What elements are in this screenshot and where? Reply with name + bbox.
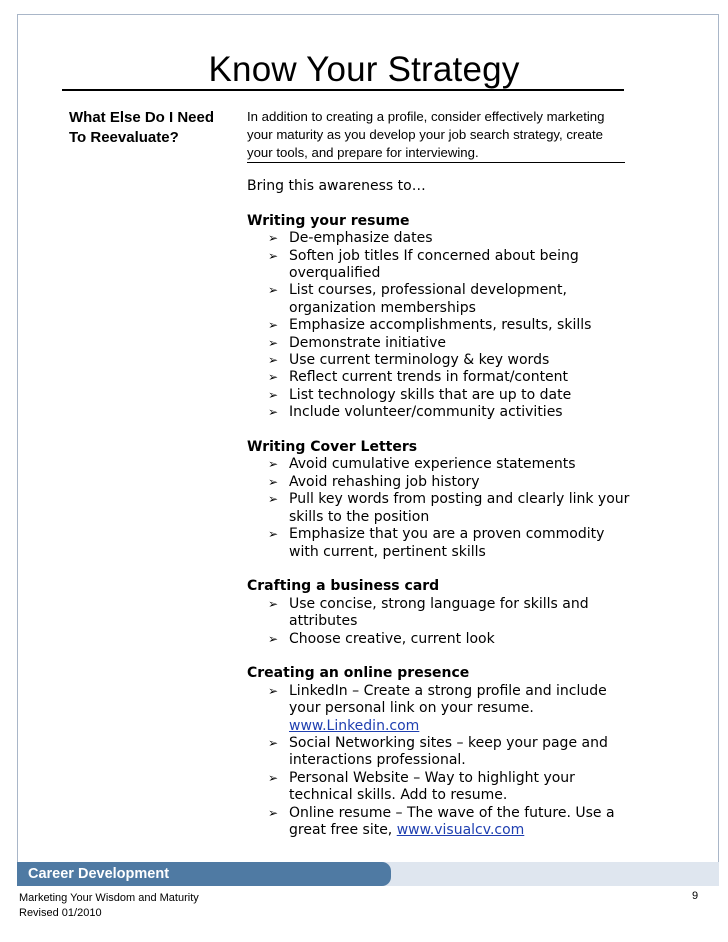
arrow-bullet-icon: ➢ bbox=[268, 683, 279, 698]
list-item bbox=[247, 352, 637, 369]
list-item-text: Avoid cumulative experience statements bbox=[289, 456, 576, 473]
list-item bbox=[247, 456, 637, 473]
page-title: Know Your Strategy bbox=[208, 50, 520, 89]
section bbox=[247, 439, 637, 561]
footer-band-label: Career Development bbox=[28, 866, 170, 882]
arrow-bullet-icon: ➢ bbox=[268, 492, 279, 507]
section-title: Writing your resume bbox=[247, 212, 410, 229]
bullet-list bbox=[247, 596, 637, 648]
list-item bbox=[247, 317, 637, 334]
arrow-bullet-icon: ➢ bbox=[268, 457, 279, 472]
list-item-text: Choose creative, current look bbox=[289, 630, 495, 647]
arrow-bullet-icon: ➢ bbox=[268, 805, 279, 820]
sections-container bbox=[247, 213, 637, 840]
section bbox=[247, 213, 637, 422]
arrow-bullet-icon: ➢ bbox=[268, 405, 279, 420]
list-item bbox=[247, 596, 637, 631]
list-item-text: Personal Website – Way to highlight your technical skills. Add to resume. bbox=[289, 769, 575, 804]
page-number: 9 bbox=[692, 890, 699, 902]
section bbox=[247, 665, 637, 839]
list-item bbox=[247, 474, 637, 491]
bullet-list bbox=[247, 683, 637, 840]
list-item-text: Use concise, strong language for skills and attributes bbox=[289, 595, 589, 630]
list-item bbox=[247, 491, 637, 526]
list-item-text: Online resume – The wave of the future. Use a great free site, bbox=[289, 804, 615, 838]
list-item bbox=[247, 631, 637, 648]
footer-document-title: Marketing Your Wisdom and Maturity bbox=[19, 892, 199, 904]
arrow-bullet-icon: ➢ bbox=[268, 248, 279, 263]
arrow-bullet-icon: ➢ bbox=[268, 735, 279, 750]
arrow-bullet-icon: ➢ bbox=[268, 318, 279, 333]
arrow-bullet-icon: ➢ bbox=[268, 527, 279, 542]
list-item-text: Soften job titles If concerned about being overqualified bbox=[289, 247, 579, 282]
main-content bbox=[247, 178, 637, 857]
footer-revision: Revised 01/2010 bbox=[19, 907, 102, 919]
list-item-text: List technology skills that are up to date bbox=[289, 386, 572, 403]
list-item-text: Pull key words from posting and clearly link your skills to the position bbox=[289, 491, 630, 525]
list-item bbox=[247, 683, 637, 735]
list-item-text: List courses, professional development, organization memberships bbox=[289, 282, 567, 316]
list-item-text: Use current terminology & key words bbox=[289, 352, 550, 369]
list-item-text: De-emphasize dates bbox=[289, 230, 433, 247]
arrow-bullet-icon: ➢ bbox=[268, 335, 279, 350]
list-item bbox=[247, 369, 637, 386]
list-item bbox=[247, 282, 637, 317]
arrow-bullet-icon: ➢ bbox=[268, 474, 279, 489]
section bbox=[247, 578, 637, 648]
sidebar-heading-line: To Reevaluate? bbox=[69, 129, 179, 146]
title-divider bbox=[62, 89, 624, 91]
arrow-bullet-icon: ➢ bbox=[268, 631, 279, 646]
section-title: Creating an online presence bbox=[247, 665, 470, 682]
bullet-list bbox=[247, 230, 637, 421]
list-item-text: LinkedIn – Create a strong profile and include your personal link on your resume. bbox=[289, 682, 607, 717]
list-item-text: Emphasize accomplishments, results, skills bbox=[289, 317, 592, 334]
list-item-text: Emphasize that you are a proven commodity with current, pertinent skills bbox=[289, 526, 605, 560]
lead-text: Bring this awareness to… bbox=[247, 178, 426, 194]
section-title: Writing Cover Letters bbox=[247, 439, 418, 456]
sidebar-heading-line: What Else Do I Need bbox=[69, 109, 215, 126]
list-item bbox=[247, 404, 637, 421]
bullet-list bbox=[247, 456, 637, 560]
list-item bbox=[247, 230, 637, 247]
list-item bbox=[247, 387, 637, 404]
sidebar-heading bbox=[69, 108, 244, 148]
list-item bbox=[247, 248, 637, 283]
list-item bbox=[247, 805, 637, 840]
intro-paragraph: In addition to creating a profile, consider effectively marketing your maturity as you develop your job search strategy, create your tools, and prepare for interviewing. bbox=[247, 109, 605, 160]
list-item bbox=[247, 735, 637, 770]
list-item-text: Include volunteer/community activities bbox=[289, 404, 563, 421]
list-item bbox=[247, 526, 637, 561]
arrow-bullet-icon: ➢ bbox=[268, 370, 279, 385]
list-item-text: Avoid rehashing job history bbox=[289, 473, 480, 490]
arrow-bullet-icon: ➢ bbox=[268, 596, 279, 611]
arrow-bullet-icon: ➢ bbox=[268, 231, 279, 246]
list-item-text: Reflect current trends in format/content bbox=[289, 369, 569, 386]
list-item bbox=[247, 335, 637, 352]
arrow-bullet-icon: ➢ bbox=[268, 353, 279, 368]
section-title: Crafting a business card bbox=[247, 578, 440, 595]
list-item-text: Social Networking sites – keep your page and interactions professional. bbox=[289, 734, 608, 769]
list-item-text: Demonstrate initiative bbox=[289, 334, 447, 351]
list-item bbox=[247, 770, 637, 805]
hyperlink[interactable]: www.visualcv.com bbox=[396, 821, 525, 838]
arrow-bullet-icon: ➢ bbox=[268, 770, 279, 785]
hyperlink[interactable]: www.Linkedin.com bbox=[289, 717, 420, 734]
intro-divider bbox=[247, 162, 625, 163]
arrow-bullet-icon: ➢ bbox=[268, 283, 279, 298]
arrow-bullet-icon: ➢ bbox=[268, 387, 279, 402]
